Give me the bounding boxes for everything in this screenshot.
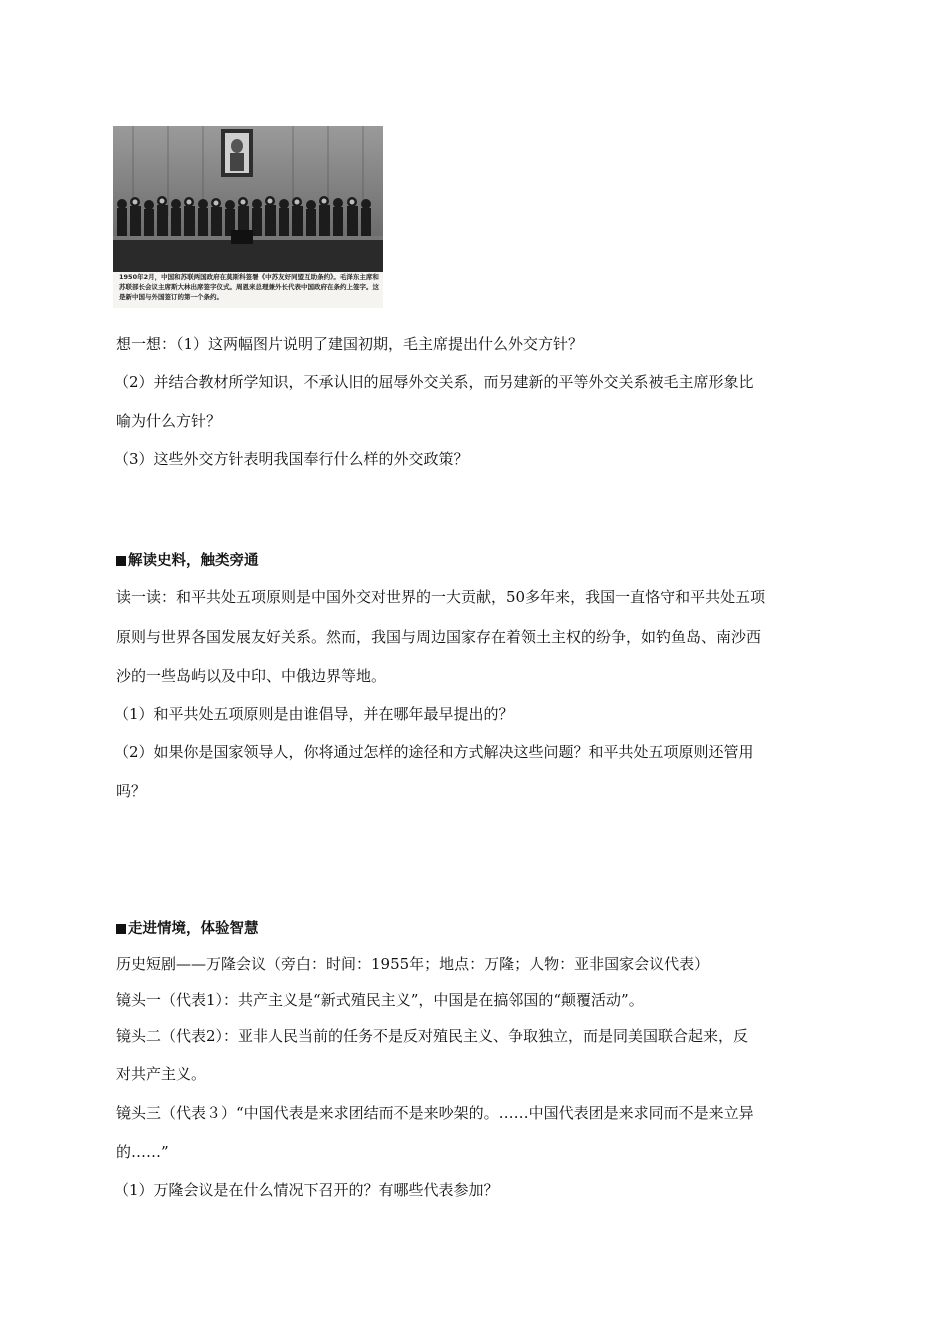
square-bullet-icon xyxy=(116,556,126,566)
think-question-2-line1: （2）并结合教材所学知识，不承认旧的屈辱外交关系，而另建新的平等外交关系被毛主席形象比 xyxy=(114,373,754,391)
section-heading-text: 走进情境，体验智慧 xyxy=(128,921,259,937)
read-paragraph-line1: 读一读：和平共处五项原则是中国外交对世界的一大贡献，50多年来，我国一直恪守和平共处五项 xyxy=(116,588,766,606)
scene-2-line2: 对共产主义。 xyxy=(116,1065,207,1083)
think-question-2-line2: 喻为什么方针？ xyxy=(116,412,222,430)
scene-2-line1: 镜头二（代表2）：亚非人民当前的任务不是反对殖民主义、争取独立，而是同美国联合起来，反 xyxy=(116,1027,749,1045)
drama-intro: 历史短剧——万隆会议（旁白：时间：1955年；地点：万隆；人物：亚非国家会议代表） xyxy=(116,955,710,973)
signing-ceremony-image xyxy=(113,126,383,272)
section-heading-text: 解读史料，触类旁通 xyxy=(128,553,259,569)
think-question-1: 想一想：（1）这两幅图片说明了建国初期，毛主席提出什么外交方针？ xyxy=(116,335,584,353)
read-question-2-line1: （2）如果你是国家领导人，你将通过怎样的途径和方式解决这些问题？和平共处五项原则还管用 xyxy=(114,743,754,761)
section-heading-situation xyxy=(116,919,840,939)
historical-photo xyxy=(113,126,383,308)
photo-caption: 1950年2月，中国和苏联两国政府在莫斯科签署《中苏友好同盟互助条约》。毛泽东主席和苏联部长会议主席斯大林出席签字仪式。周恩来总理兼外长代表中国政府在条约上签字。这是新中国与外国签订的第一个条约。 xyxy=(119,273,379,301)
read-question-2-line2: 吗？ xyxy=(116,782,147,800)
square-bullet-icon xyxy=(116,924,126,934)
section-heading-interpret xyxy=(116,551,840,571)
scene-3-line2: 的……” xyxy=(116,1143,169,1161)
drama-question-1: （1）万隆会议是在什么情况下召开的？有哪些代表参加？ xyxy=(114,1181,499,1199)
scene-1: 镜头一（代表1）：共产主义是“新式殖民主义”，中国是在搞邻国的“颠覆活动”。 xyxy=(116,991,644,1009)
read-paragraph-line2: 原则与世界各国发展友好关系。然而，我国与周边国家存在着领土主权的纷争，如钓鱼岛、南沙西 xyxy=(116,628,762,646)
read-paragraph-line3: 沙的一些岛屿以及中印、中俄边界等地。 xyxy=(116,667,387,685)
read-question-1: （1）和平共处五项原则是由谁倡导，并在哪年最早提出的？ xyxy=(114,705,514,723)
think-question-3: （3）这些外交方针表明我国奉行什么样的外交政策？ xyxy=(114,450,469,468)
scene-3-line1: 镜头三（代表３）“中国代表是来求团结而不是来吵架的。……中国代表团是来求同而不是来立异 xyxy=(116,1104,754,1122)
